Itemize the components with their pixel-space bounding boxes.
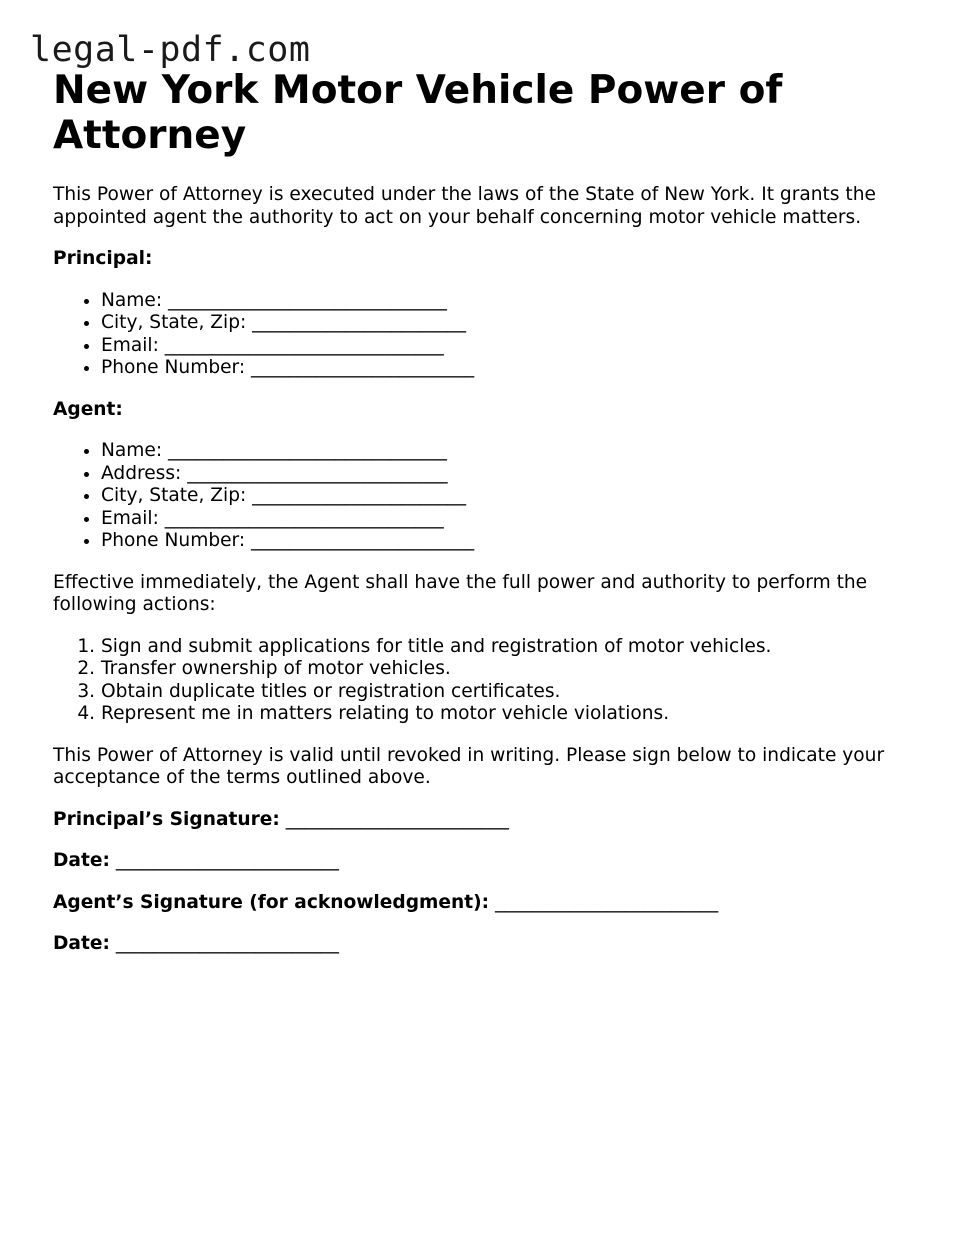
agent-phone-field[interactable]: • Phone Number: ________________________ — [101, 530, 923, 553]
date-row-1 — [53, 850, 923, 873]
date-line-1[interactable]: ________________________ — [115, 850, 339, 871]
principal-signature-label: Principal’s Signature: — [53, 808, 280, 830]
power-item: 2. Transfer ownership of motor vehicles. — [101, 658, 923, 681]
principal-city-state-zip-field[interactable]: • City, State, Zip: _______________________ — [101, 312, 923, 335]
agent-signature-label: Agent’s Signature (for acknowledgment): — [53, 891, 490, 913]
document-page — [53, 68, 923, 956]
date-line-2[interactable]: ________________________ — [115, 933, 339, 954]
date-label-2: Date: — [53, 933, 110, 954]
principal-signature-line[interactable]: ________________________ — [285, 808, 509, 830]
agent-fields-list — [53, 440, 923, 553]
date-label-1: Date: — [53, 850, 110, 871]
powers-list — [53, 636, 923, 726]
agent-name-field[interactable]: • Name: ______________________________ — [101, 440, 923, 463]
agent-heading: Agent: — [53, 398, 123, 420]
power-item: 4. Represent me in matters relating to motor vehicle violations. — [101, 703, 923, 726]
power-item: 1. Sign and submit applications for title and registration of motor vehicles. — [101, 636, 923, 659]
principal-phone-field[interactable]: • Phone Number: ________________________ — [101, 357, 923, 380]
agent-email-field[interactable]: • Email: ______________________________ — [101, 508, 923, 531]
document-title: New York Motor Vehicle Power of Attorney — [53, 68, 783, 158]
date-row-2 — [53, 933, 923, 956]
principal-heading: Principal: — [53, 248, 153, 269]
watermark-logo: legal-pdf.com — [30, 30, 311, 70]
agent-signature-line[interactable]: ________________________ — [494, 891, 719, 913]
closing-paragraph: This Power of Attorney is valid until revoked in writing. Please sign below to indicate your acceptance of the terms outlined above. — [53, 744, 885, 788]
principal-email-field[interactable]: • Email: ______________________________ — [101, 335, 923, 358]
intro-paragraph: This Power of Attorney is executed under the laws of the State of New York. It grants the appointed agent the authority to act on your behalf concerning motor vehicle matters. — [53, 184, 876, 228]
agent-address-field[interactable]: • Address: ____________________________ — [101, 463, 923, 486]
agent-city-state-zip-field[interactable]: • City, State, Zip: _______________________ — [101, 485, 923, 508]
principal-signature-row — [53, 809, 923, 832]
principal-name-field[interactable]: • Name: ______________________________ — [101, 290, 923, 313]
power-item: 3. Obtain duplicate titles or registration certificates. — [101, 681, 923, 704]
powers-intro: Effective immediately, the Agent shall have the full power and authority to perform the following actions: — [53, 571, 868, 615]
agent-signature-row — [53, 892, 923, 915]
principal-fields-list — [53, 290, 923, 380]
